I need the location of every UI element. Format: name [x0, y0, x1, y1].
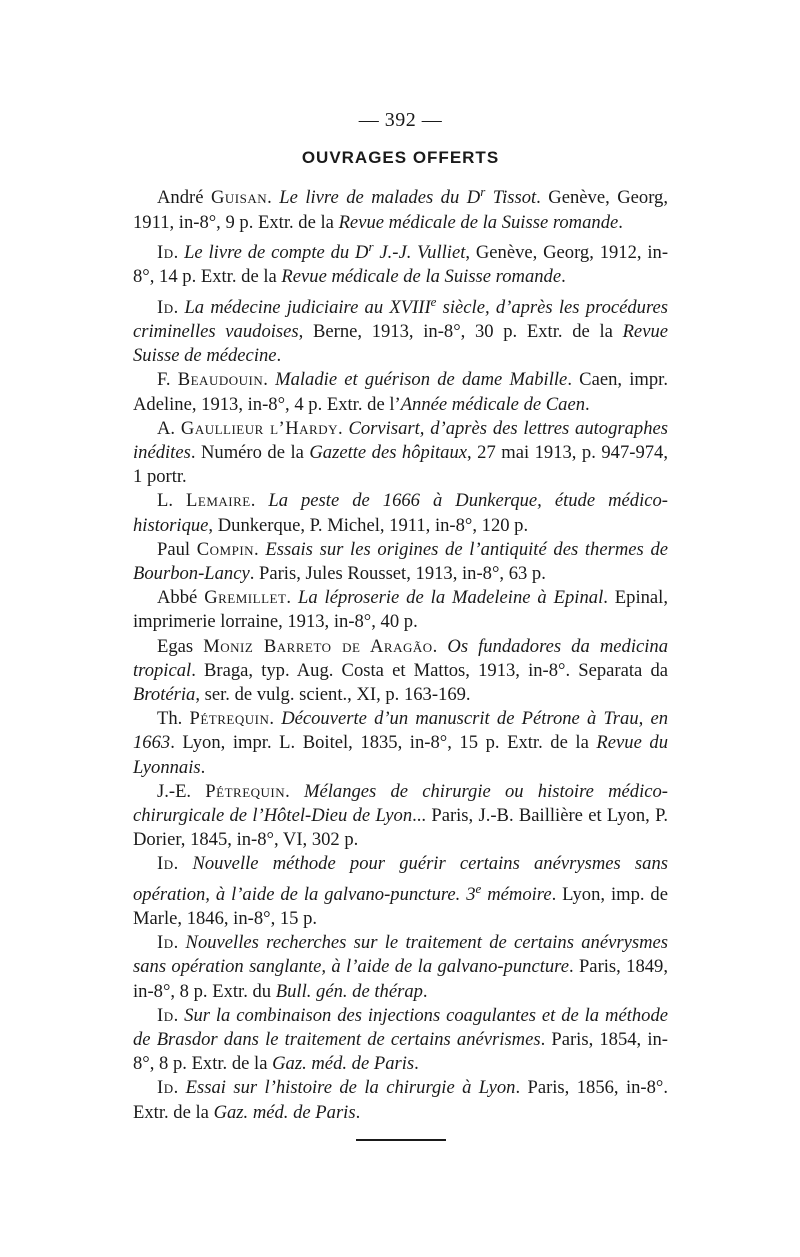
- entry-text: . Numéro de la: [190, 442, 310, 463]
- bibliography-entry: [133, 368, 668, 416]
- entry-text: , Dunkerque, P. Michel, 1911, in-8°, 120 p.: [208, 514, 529, 536]
- entry-text: r: [480, 184, 486, 200]
- section-title: OUVRAGES OFFERTS: [301, 148, 500, 168]
- entry-text: .: [267, 187, 280, 209]
- title-text: Découverte d’un manuscrit de Pétrone à Trau, en 1663: [133, 708, 669, 754]
- title-text: Os fundadores da medicina tropical: [133, 635, 669, 681]
- entry-text: .: [422, 980, 428, 1002]
- title-text: Revue médicale de la Suisse romande: [281, 266, 562, 288]
- entry-text: .: [585, 393, 590, 415]
- author-name: Beaudouin: [177, 369, 264, 391]
- title-text: Gazette des hôpitaux: [309, 442, 467, 463]
- entry-text: , Berne, 1913, in-8°, 30 p. Extr. de la: [298, 320, 623, 342]
- entry-text: André: [157, 187, 211, 209]
- entry-text: ... Paris, J.-B. Baillière et Lyon, P. Dorier, 1845, in-8°, VI, 302 p.: [133, 805, 668, 851]
- entry-text: .: [338, 417, 349, 439]
- entry-text: r: [368, 239, 374, 254]
- entry-text: . Lyon, impr. L. Boitel, 1835, in-8°, 15 p. Extr. de la: [170, 732, 597, 754]
- title-text: Nouvelles recherches sur le traitement de certains anévrysmes sans opération sanglante, à l’aide de la galvano-puncture: [133, 932, 668, 978]
- end-rule: [356, 1139, 446, 1141]
- bibliography-entry: [133, 235, 668, 290]
- entry-text: .: [173, 1077, 186, 1099]
- entry-text: .: [200, 756, 206, 778]
- title-text: Revue Suisse de médecine: [133, 320, 668, 367]
- entry-text: e: [475, 880, 482, 896]
- entry-text: , Genève, Georg, 1912, in-8°, 14 p. Extr. de la: [133, 242, 669, 288]
- bibliography-entry: [133, 489, 668, 537]
- entry-text: F.: [157, 369, 178, 391]
- author-name: Lemaire: [186, 490, 251, 512]
- author-name: Moniz Barreto de Aragão: [203, 635, 433, 657]
- entry-text: . Braga, typ. Aug. Costa et Mattos, 1913, in-8°. Separata da: [191, 659, 668, 681]
- entry-text: .: [285, 780, 304, 802]
- page-number: — 392 —: [358, 109, 443, 131]
- title-text: La léproserie de la Madeleine à Epinal: [297, 587, 604, 609]
- entry-text: . Caen, impr. Adeline, 1913, in-8°, 4 p. Extr. de l’: [133, 369, 668, 415]
- title-text: La médecine judiciaire au XVIII: [184, 296, 431, 318]
- title-text: Revue du Lyonnais: [133, 732, 668, 778]
- title-text: Maladie et guérison de dame Mabille: [275, 369, 568, 391]
- bibliography-entry: [133, 586, 668, 634]
- entry-text: , 27 mai 1913, p. 947-974, 1 portr.: [133, 442, 668, 488]
- title-text: Gaz. méd. de Paris: [213, 1101, 356, 1123]
- entry-text: . Epinal, imprimerie lorraine, 1913, in-8°, 40 p.: [133, 587, 668, 633]
- title-text: Le livre de malades du D: [279, 187, 481, 209]
- entry-text: .: [250, 490, 269, 512]
- bibliography-entry: [133, 417, 668, 490]
- title-text: siècle, d’après les procédures criminelles vaudoises: [133, 296, 669, 342]
- title-text: Tissot: [485, 187, 537, 209]
- title-text: Sur la combinaison des injections coagulantes et de la méthode de Brasdor dans le traitement de certains anévrismes: [133, 1004, 669, 1051]
- entry-text: . Paris, 1854, in-8°, 8 p. Extr. de la: [133, 1029, 669, 1075]
- entry-text: . Paris, 1849, in-8°, 8 p. Extr. du: [133, 956, 668, 1002]
- author-name: Gaullieur l’Hardy: [180, 417, 339, 439]
- entry-text: Egas: [157, 635, 204, 657]
- entry-text: .: [173, 932, 186, 954]
- entry-text: Abbé: [157, 587, 205, 609]
- title-text: Mélanges de chirurgie ou histoire médico-chirurgicale de l’Hôtel-Dieu de Lyon: [133, 780, 668, 827]
- bibliography-entry: [133, 780, 668, 853]
- author-name: Id: [157, 853, 174, 875]
- entry-text: .: [432, 635, 448, 657]
- entry-text: . Lyon, imp. de Marle, 1846, in-8°, 15 p.: [133, 883, 668, 930]
- entry-text: . Paris, 1856, in-8°. Extr. de la: [133, 1077, 668, 1123]
- entry-text: .: [414, 1053, 419, 1075]
- entry-text: .: [286, 587, 298, 609]
- author-name: Gremillet: [204, 587, 287, 609]
- bibliography-entry: [133, 538, 668, 586]
- author-name: Id: [157, 1004, 174, 1026]
- author-name: Id: [157, 1077, 174, 1099]
- entry-text: .: [173, 853, 193, 875]
- title-text: Essai sur l’histoire de la chirurgie à Lyon: [185, 1077, 516, 1099]
- bibliography-entry: [133, 852, 668, 931]
- entry-text: .: [561, 266, 566, 288]
- author-name: Compin: [196, 538, 255, 560]
- title-text: Essais sur les origines de l’antiquité des thermes de Bourbon-Lancy: [133, 538, 668, 585]
- entry-text: .: [173, 242, 185, 264]
- author-name: Guisan: [210, 187, 268, 209]
- entry-text: .: [618, 211, 623, 233]
- title-text: Brotéria: [133, 684, 196, 706]
- title-text: Gaz. méd. de Paris: [272, 1053, 415, 1075]
- entry-text: Th.: [157, 708, 190, 730]
- entry-text: Paul: [157, 538, 197, 560]
- author-name: Pétrequin: [205, 780, 286, 802]
- title-text: mémoire: [481, 883, 552, 905]
- title-text: Nouvelle méthode pour guérir certains anévrysmes sans opération, à l’aide de la galvano-puncture. 3: [133, 853, 668, 905]
- title-text: Revue médicale de la Suisse romande: [338, 211, 619, 233]
- bibliography-entry: [133, 1076, 668, 1124]
- bibliography-list: [133, 180, 668, 1124]
- bibliography-entry: [133, 635, 668, 708]
- entry-text: .: [276, 345, 282, 367]
- entry-text: . Genève, Georg, 1911, in-8°, 9 p. Extr. de la: [133, 187, 668, 233]
- entry-text: .: [254, 538, 266, 560]
- entry-text: e: [430, 293, 437, 309]
- bibliography-entry: [133, 290, 668, 369]
- title-text: La peste de 1666 à Dunkerque, étude médico-historique: [133, 490, 668, 536]
- entry-text: , ser. de vulg. scient., XI, p. 163-169.: [195, 684, 471, 706]
- entry-text: J.-E.: [157, 780, 206, 802]
- entry-text: . Paris, Jules Rousset, 1913, in-8°, 63 p.: [249, 563, 546, 585]
- bibliography-entry: [133, 180, 668, 235]
- entry-text: .: [269, 708, 282, 730]
- book-page: [133, 100, 668, 1141]
- entry-text: A.: [157, 417, 181, 439]
- author-name: Id: [157, 296, 174, 318]
- title-text: Corvisart, d’après des lettres autographes inédites: [133, 417, 668, 463]
- title-text: J.-J. Vulliet: [373, 242, 466, 264]
- entry-text: .: [355, 1101, 361, 1123]
- bibliography-entry: [133, 1004, 668, 1077]
- author-name: Id: [157, 242, 174, 264]
- bibliography-entry: [133, 931, 668, 1004]
- entry-text: .: [263, 369, 276, 391]
- title-text: Le livre de compte du D: [184, 242, 369, 264]
- bibliography-entry: [133, 707, 668, 780]
- author-name: Pétrequin: [189, 708, 270, 730]
- entry-text: .: [173, 1004, 185, 1026]
- title-text: Année médicale de Caen: [400, 393, 586, 415]
- entry-text: .: [173, 296, 185, 318]
- title-text: Bull. gén. de thérap: [275, 980, 423, 1002]
- entry-text: L.: [157, 490, 187, 512]
- author-name: Id: [157, 932, 174, 954]
